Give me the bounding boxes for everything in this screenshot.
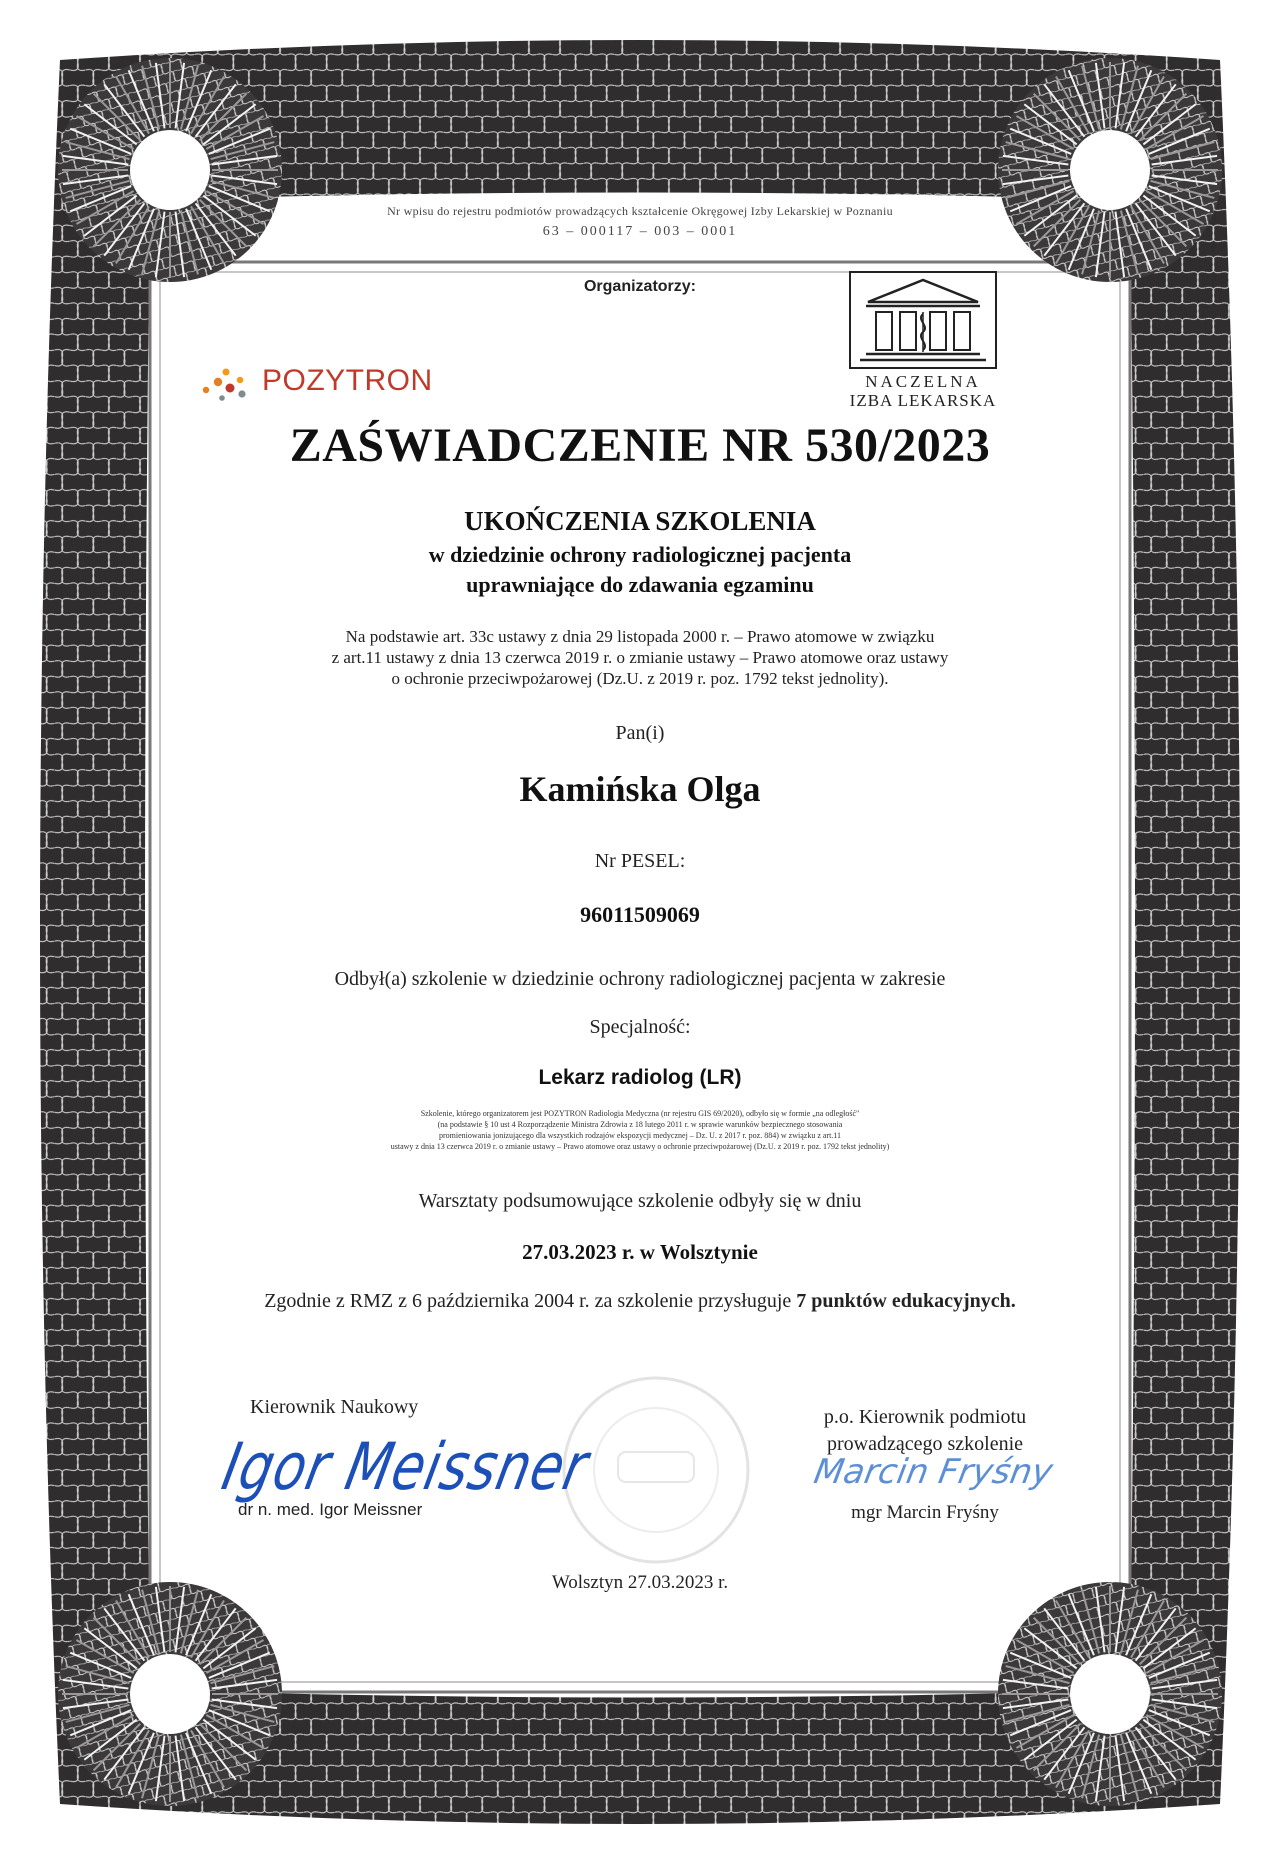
acting-head-title [800,1404,1050,1458]
specialty-label: Specjalność: [589,1016,691,1038]
naczelna-izba-lekarska-logo [848,270,998,410]
place-and-date: Wolsztyn 27.03.2023 r. [551,1572,729,1593]
legal-basis-line: Na podstawie art. 33c ustawy z dnia 29 listopada 2000 r. – Prawo atomowe w związku [345,627,935,646]
pozytron-wordmark: POZYTRON [262,364,433,397]
recipient-name: Kamińska Olga [519,769,761,809]
specialty-value: Lekarz radiolog (LR) [538,1066,742,1089]
salutation: Pan(i) [615,722,665,744]
chamber-name-line1: NACZELNA [865,372,981,391]
acting-head-title-line: prowadzącego szkolenie [826,1433,1023,1455]
certificate-subtitle-line3: uprawniające do zdawania egzaminu [466,572,814,597]
pesel-label: Nr PESEL: [594,850,686,872]
education-points-value: 7 punktów edukacyjnych. [796,1290,1016,1312]
registry-number: 63 – 000117 – 003 – 0001 [542,224,738,239]
chamber-name-line2: IZBA LEKARSKA [849,391,997,410]
fine-print [0,1108,1280,1152]
scientific-director-signature: Igor Meissner [216,1430,595,1505]
certificate-title: ZAŚWIADCZENIE NR 530/2023 [289,419,991,472]
acting-head-name: mgr Marcin Fryśny [851,1502,999,1523]
education-points-text: Zgodnie z RMZ z 6 października 2004 r. za szkolenie przysługuje [264,1290,797,1312]
scientific-director-title: Kierownik Naukowy [250,1396,419,1418]
acting-head-signature: Marcin Fryśny [810,1452,1056,1492]
certificate-subtitle: UKOŃCZENIA SZKOLENIA [464,506,816,536]
pozytron-logo [196,360,466,410]
pozytron-dots-icon [196,360,260,410]
workshops-text: Warsztaty podsumowujące szkolenie odbyły się w dniu [418,1190,862,1212]
scientific-director-name: dr n. med. Igor Meissner [238,1500,423,1519]
fine-print-line: Szkolenie, którego organizatorem jest POZYTRON Radiologia Medyczna (nr rejestru GIS 69/2020), odbyło się w formie „na odległość" [420,1109,860,1118]
acting-head-title-line: p.o. Kierownik podmiotu [823,1406,1027,1428]
training-completed-text: Odbył(a) szkolenie w dziedzinie ochrony radiologicznej pacjenta w zakresie [334,968,946,990]
registry-line: Nr wpisu do rejestru podmiotów prowadzących kształcenie Okręgowej Izby Lekarskiej w Poznaniu [387,204,893,218]
legal-basis [0,626,1280,689]
organizers-label: Organizatorzy: [583,278,696,295]
legal-basis-line: z art.11 ustawy z dnia 13 czerwca 2019 r. o zmianie ustawy – Prawo atomowe oraz ustawy [331,648,949,667]
workshops-date-place: 27.03.2023 r. w Wolsztynie [522,1240,758,1264]
temple-icon [848,270,998,370]
education-points [0,1290,1280,1313]
certificate-subtitle-line2: w dziedzinie ochrony radiologicznej pacjenta [428,542,852,567]
pesel-number: 96011509069 [580,902,700,927]
fine-print-line: promieniowania jonizującego dla wszystkich rodzajów ekspozycji medycznej – Dz. U. z 2017 r. poz. 884) w związku z art.11 [438,1131,842,1140]
fine-print-line: ustawy z dnia 13 czerwca 2019 r. o zmianie ustawy – Prawo atomowe oraz ustawy o ochronie przeciwpożarowej (Dz.U. z 2019 r. poz. 1792 tekst jednolity) [390,1142,890,1151]
fine-print-line: (na podstawie § 10 ust 4 Rozporządzenie Ministra Zdrowia z 18 lutego 2011 r. w sprawie warunków bezpiecznego stosowania [437,1120,843,1129]
legal-basis-line: o ochronie przeciwpożarowej (Dz.U. z 2019 r. poz. 1792 tekst jednolity). [391,669,889,688]
